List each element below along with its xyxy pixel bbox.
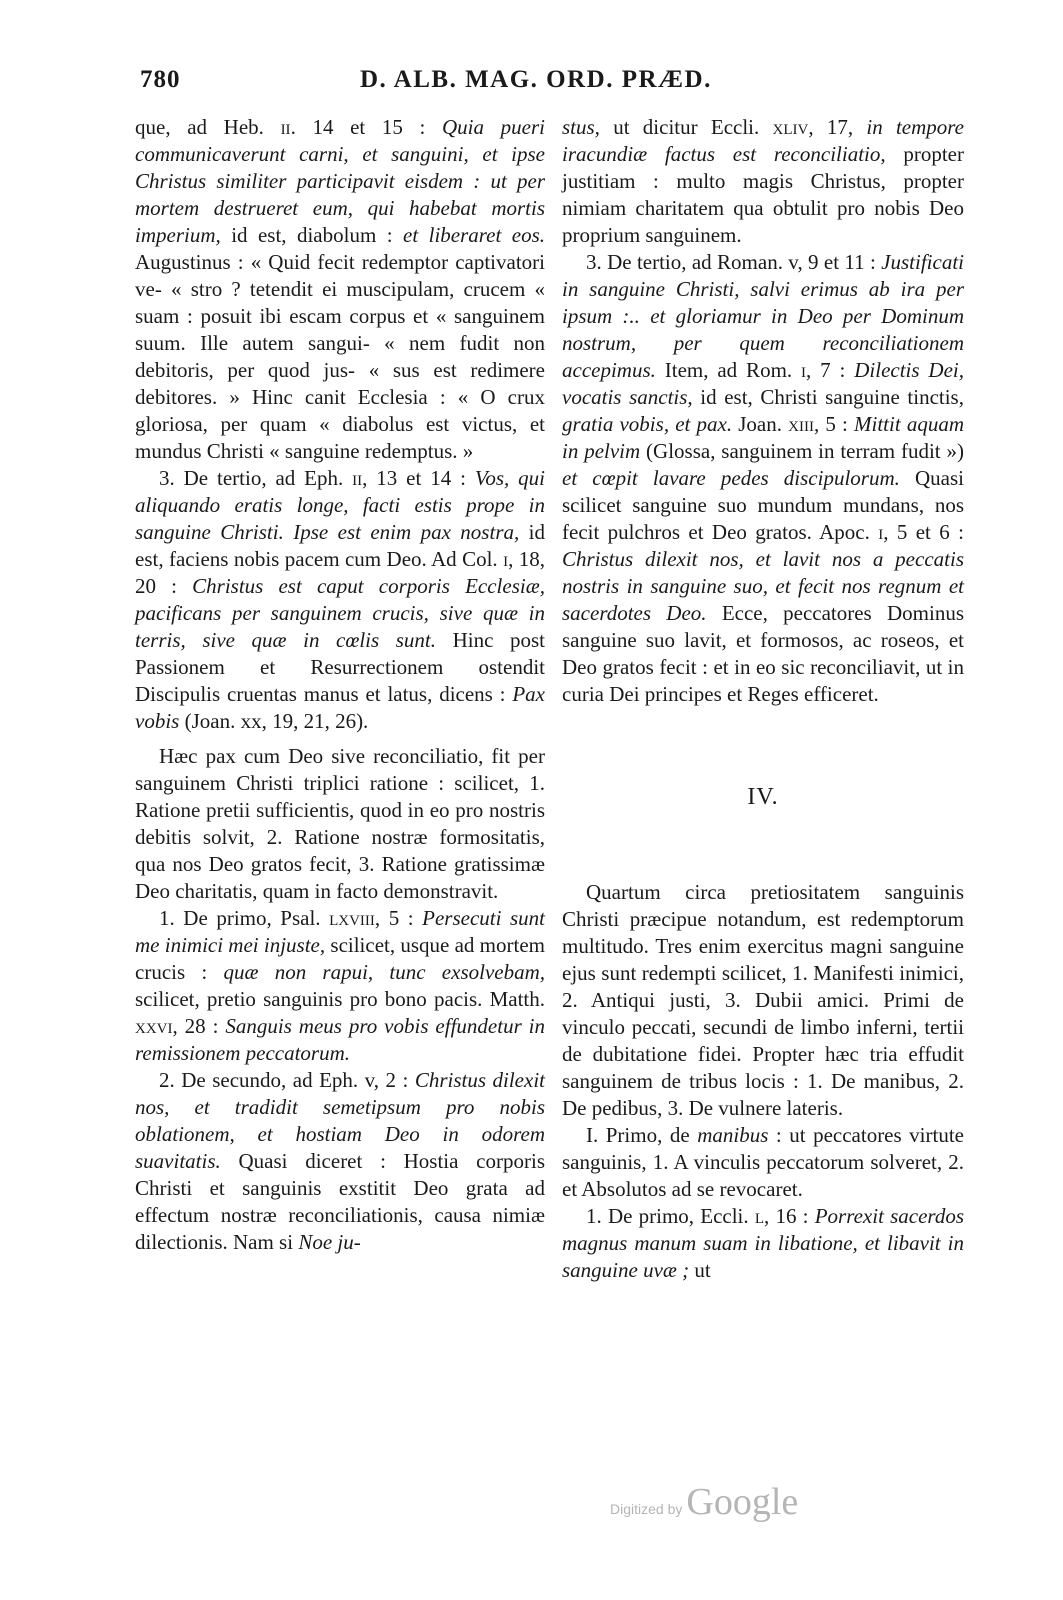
watermark-logo-text: Google bbox=[686, 1481, 799, 1523]
paragraph: Hæc pax cum Deo sive reconciliatio, fit per sanguinem Christi triplici ratione : scilicet, 1. Ratione pretii sufficientis, quod in eo pro nostris debitis solvit, 2. Ratione nostræ formositatis, qua nos Deo gratos fecit, 3. Ratione gratissimæ Deo charitatis, quam in facto demonstravit. bbox=[135, 744, 545, 903]
page-number: 780 bbox=[140, 66, 181, 93]
paragraph: 1. De primo, Eccli. l, 16 : Porrexit sacerdos magnus manum suam in libatione, et libavit in sanguine uvæ ; ut bbox=[562, 1204, 964, 1282]
running-head: D. ALB. MAG. ORD. PRÆD. bbox=[360, 66, 712, 93]
paragraph: 3. De tertio, ad Roman. v, 9 et 11 : Justificati in sanguine Christi, salvi erimus ab ira per ipsum :.. et gloriamur in Deo per Dominum nostrum, per quem reconciliationem accepimus. Item, ad Rom. i, 7 : Dilectis Dei, vocatis sanctis, id est, Christi sanguine tinctis, gratia vobis, et pax. Joan. xiii, 5 : Mittit aquam in pelvim (Glossa, sanguinem in terram fudit ») et cœpit lavare pedes discipulorum. Quasi scilicet sanguine suo mundum mundans, nos fecit pulchros et Deo gratos. Apoc. i, 5 et 6 : Christus dilexit nos, et lavit nos a peccatis nostris in sanguine suo, et fecit nos regnum et sacerdotes Deo. Ecce, peccatores Dominus sanguine suo lavit, et formosos, ac roseos, et Deo gratos fecit : et in eo sic reconciliavit, ut in curia Dei principes et Reges efficeret. bbox=[562, 250, 964, 706]
paragraph: que, ad Heb. ii. 14 et 15 : Quia pueri communicaverunt carni, et sanguini, et ipse Christus similiter participavit eisdem : ut per mortem destrueret eum, qui habebat mortis imperium, id est, diabolum : et liberaret eos. Augustinus : « Quid fecit redemptor captivatori ve- « stro ? tetendit ei muscipulam, crucem « suam : posuit ibi escam corpus et « sanguinem suum. Ille autem sangui- « nem fudit non debitoris, per quod jus- « sus est redimere debitores. » Hinc canit Ecclesia : « O crux gloriosa, per quam « diabolus est victus, et mundus Christi « sanguine redemptus. » bbox=[135, 115, 545, 463]
section-heading: IV. bbox=[747, 784, 779, 810]
paragraph: 2. De secundo, ad Eph. v, 2 : Christus dilexit nos, et tradidit semetipsum pro nobis oblationem, et hostiam Deo in odorem suavitatis. Quasi diceret : Hostia corporis Christi et sanguinis exstitit Deo grata ad effectum nostræ reconciliationis, causa nimiæ dilectionis. Nam si Noe ju- bbox=[135, 1068, 545, 1254]
paragraph: 3. De tertio, ad Eph. ii, 13 et 14 : Vos, qui aliquando eratis longe, facti estis prope in sanguine Christi. Ipse est enim pax nostra, id est, faciens nobis pacem cum Deo. Ad Col. i, 18, 20 : Christus est caput corporis Ecclesiæ, pacificans per sanguinem crucis, sive quæ in terris, sive quæ in cœlis sunt. Hinc post Passionem et Resurrectionem ostendit Discipulis cruentas manus et latus, dicens : Pax vobis (Joan. xx, 19, 21, 26). bbox=[135, 466, 545, 733]
digitized-by-google-watermark bbox=[610, 1480, 798, 1524]
right-column bbox=[562, 114, 964, 1284]
paragraph: 1. De primo, Psal. lxviii, 5 : Persecuti sunt me inimici mei injuste, scilicet, usque ad mortem crucis : quæ non rapui, tunc exsolvebam, scilicet, pretio sanguinis pro bono pacis. Matth. xxvi, 28 : Sanguis meus pro vobis effundetur in remissionem peccatorum. bbox=[135, 906, 546, 1065]
paragraph: Quartum circa pretiositatem sanguinis Christi præcipue notandum, est redemptorum multitudo. Tres enim exercitus magni sanguine ejus sunt redempti scilicet, 1. Manifesti inimici, 2. Antiqui justi, 3. Dubii amici. Primi de vinculo peccati, secundi de limbo inferni, tertii de dubitatione fidei. Propter hæc tria effudit sanguinem de tribus locis : 1. De manibus, 2. De pedibus, 3. De vulnere lateris. bbox=[562, 880, 964, 1120]
left-column bbox=[135, 114, 545, 1256]
paragraph: stus, ut dicitur Eccli. xliv, 17, in tempore iracundiæ factus est reconciliatio, propter justitiam : multo magis Christus, propter nimiam charitatem qua obtulit pro nobis Deo proprium sanguinem. bbox=[562, 115, 965, 247]
paragraph: I. Primo, de manibus : ut peccatores virtute sanguinis, 1. A vinculis peccatorum solveret, 2. et Absolutos ad se revocaret. bbox=[562, 1123, 965, 1201]
watermark-small-text: Digitized by bbox=[610, 1501, 683, 1517]
